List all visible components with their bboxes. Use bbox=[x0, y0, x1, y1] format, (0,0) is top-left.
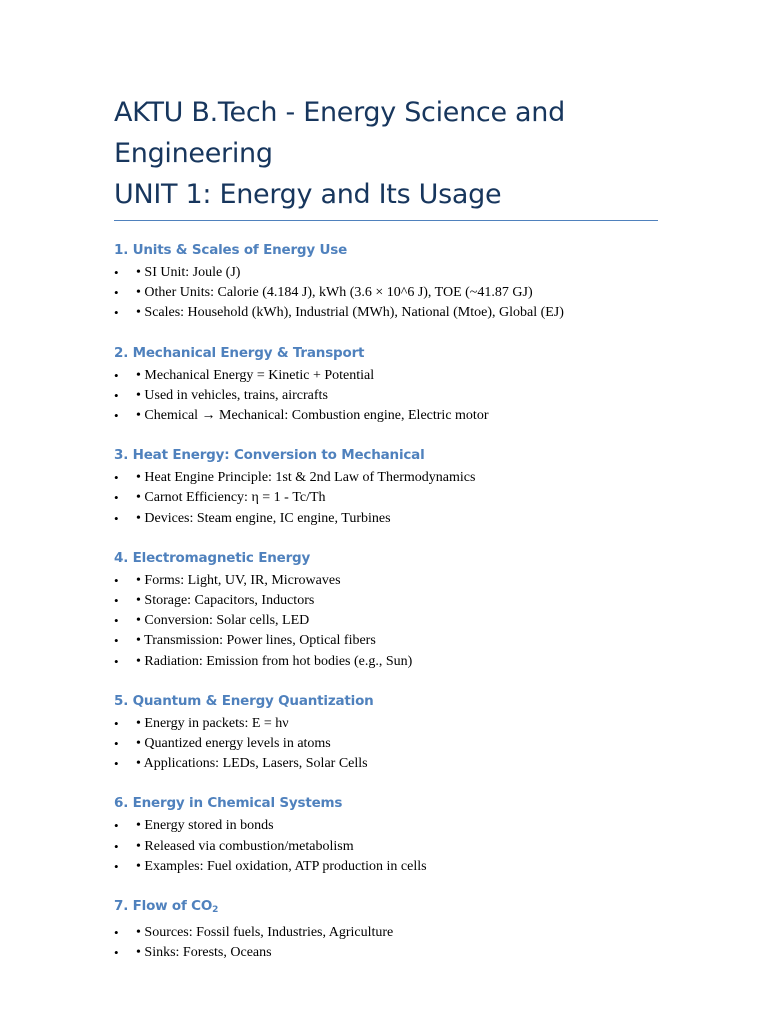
bullet-icon: • bbox=[114, 818, 119, 834]
list-item: • • Devices: Steam engine, IC engine, Turbines bbox=[114, 509, 658, 529]
list-item: • • Applications: LEDs, Lasers, Solar Cells bbox=[114, 754, 658, 774]
bullet-list bbox=[114, 923, 658, 963]
bullet-icon: • bbox=[114, 490, 119, 506]
section-heading: 6. Energy in Chemical Systems bbox=[114, 795, 343, 812]
bullet-icon: • bbox=[114, 408, 119, 424]
list-item: • • Storage: Capacitors, Inductors bbox=[114, 591, 658, 611]
section-chemical-energy bbox=[114, 794, 658, 877]
section-heading: 2. Mechanical Energy & Transport bbox=[114, 344, 365, 361]
bullet-icon: • bbox=[114, 265, 119, 280]
section-electromagnetic-energy bbox=[114, 549, 658, 672]
section-heat-energy bbox=[114, 446, 658, 529]
section-mechanical-energy bbox=[114, 344, 658, 427]
list-item: • • Forms: Light, UV, IR, Microwaves bbox=[114, 571, 658, 591]
list-item: • • Scales: Household (kWh), Industrial (MWh), National (Mtoe), Global (EJ) bbox=[114, 303, 658, 323]
list-item: • • SI Unit: Joule (J) bbox=[114, 263, 658, 283]
list-item: • • Transmission: Power lines, Optical fibers bbox=[114, 631, 658, 651]
list-item: • • Energy stored in bonds bbox=[114, 816, 658, 836]
bullet-icon: • bbox=[114, 925, 119, 941]
bullet-icon: • bbox=[114, 470, 119, 486]
bullet-icon: • bbox=[114, 736, 119, 752]
section-co2-flow bbox=[114, 897, 658, 963]
list-item: • • Radiation: Emission from hot bodies (e.g., Sun) bbox=[114, 652, 658, 672]
list-item: • • Sinks: Forests, Oceans bbox=[114, 943, 658, 963]
bullet-icon: • bbox=[114, 838, 119, 854]
bullet-icon: • bbox=[114, 510, 119, 526]
list-item: • • Mechanical Energy = Kinetic + Potential bbox=[114, 366, 658, 386]
bullet-icon: • bbox=[114, 633, 119, 649]
list-item: • • Carnot Efficiency: η = 1 - Tc/Th bbox=[114, 488, 658, 508]
list-item: • • Released via combustion/metabolism bbox=[114, 837, 658, 857]
list-item: • • Conversion: Solar cells, LED bbox=[114, 611, 658, 631]
bullet-icon: • bbox=[114, 756, 119, 772]
bullet-icon: • bbox=[114, 572, 119, 588]
list-item: • • Examples: Fuel oxidation, ATP production in cells bbox=[114, 857, 658, 877]
list-item: • • Quantized energy levels in atoms bbox=[114, 734, 658, 754]
bullet-icon: • bbox=[114, 613, 119, 629]
list-item: • • Energy in packets: E = hν bbox=[114, 714, 658, 734]
section-quantum-energy bbox=[114, 692, 658, 775]
section-heading: 3. Heat Energy: Conversion to Mechanical bbox=[114, 447, 425, 464]
section-heading: 1. Units & Scales of Energy Use bbox=[114, 242, 348, 258]
bullet-icon: • bbox=[114, 387, 119, 403]
list-item: • • Other Units: Calorie (4.184 J), kWh (3.6 × 10^6 J), TOE (~41.87 GJ) bbox=[114, 283, 658, 303]
bullet-icon: • bbox=[114, 367, 119, 383]
title-underline bbox=[114, 220, 658, 221]
document-title bbox=[114, 92, 658, 215]
list-item: • • Used in vehicles, trains, aircrafts bbox=[114, 386, 658, 406]
bullet-icon: • bbox=[114, 305, 119, 321]
bullet-icon: • bbox=[114, 945, 119, 961]
bullet-list bbox=[114, 816, 658, 877]
bullet-icon: • bbox=[114, 715, 119, 731]
bullet-icon: • bbox=[114, 593, 119, 609]
bullet-list bbox=[114, 366, 658, 427]
bullet-list bbox=[114, 468, 658, 529]
bullet-icon: • bbox=[114, 285, 119, 301]
section-heading: 4. Electromagnetic Energy bbox=[114, 549, 311, 566]
bullet-icon: • bbox=[114, 858, 119, 874]
bullet-icon: • bbox=[114, 653, 119, 669]
title-line-3: UNIT 1: Energy and Its Usage bbox=[114, 179, 502, 210]
bullet-list bbox=[114, 714, 658, 775]
title-line-2: Engineering bbox=[114, 138, 273, 169]
section-units-scales bbox=[114, 241, 658, 324]
section-heading: 7. Flow of $CO_2$ bbox=[114, 898, 219, 916]
title-line-1: AKTU B.Tech - Energy Science and bbox=[114, 97, 565, 128]
bullet-list bbox=[114, 263, 658, 324]
section-heading: 5. Quantum & Energy Quantization bbox=[114, 692, 374, 709]
document-page bbox=[114, 92, 658, 963]
list-item: • • Heat Engine Principle: 1st & 2nd Law of Thermodynamics bbox=[114, 468, 658, 488]
list-item: • • Chemical → Mechanical: Combustion engine, Electric motor bbox=[114, 406, 658, 426]
bullet-list bbox=[114, 571, 658, 672]
list-item: • • Sources: Fossil fuels, Industries, Agriculture bbox=[114, 923, 658, 943]
